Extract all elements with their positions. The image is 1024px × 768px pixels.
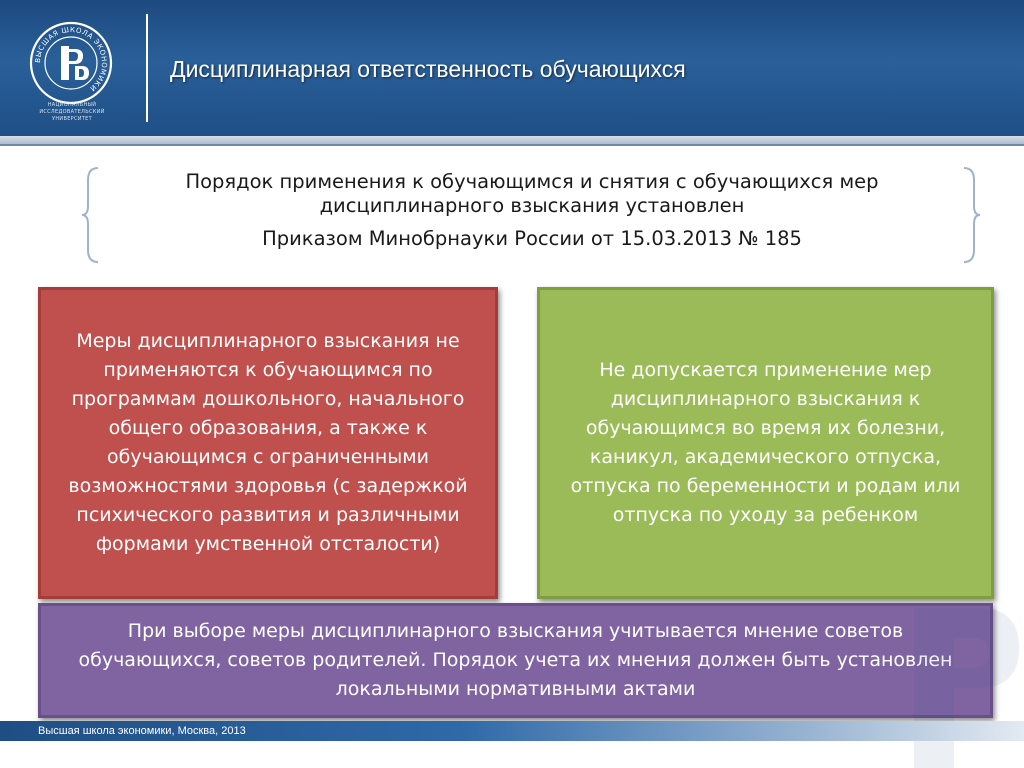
header-rule-line <box>0 144 1024 146</box>
red-info-box <box>38 287 498 599</box>
intro-line3: Приказом Минобрнауки России от 15.03.2013 № 185 <box>262 227 802 250</box>
hse-logo-icon <box>28 20 114 106</box>
intro-line1: Порядок применения к обучающимся и снятия с обучающихся мер <box>185 170 879 193</box>
header-rule <box>0 136 1024 144</box>
footer-text: Высшая школа экономики, Москва, 2013 <box>38 725 246 737</box>
logo-caption-line2: УНИВЕРСИТЕТ <box>52 116 92 122</box>
left-brace-icon <box>80 166 102 264</box>
page-title: Дисциплинарная ответственность обучающихся <box>170 56 686 82</box>
red-box-text: Меры дисциплинарного взыскания не применяются к обучающимся по программам дошкольного, начального общего образования, а также к обучающимся с ограниченными возможностями здоровья (с задержкой психического развития и различными формами умственной отсталости) <box>68 330 468 555</box>
purple-box-text: При выборе меры дисциплинарного взыскания учитывается мнение советов обучающихся, советов родителей. Порядок учета их мнения должен быть установлен локальными нормативными актами <box>78 620 953 700</box>
green-info-box <box>537 287 994 599</box>
intro-line2: дисциплинарного взыскания установлен <box>319 194 745 217</box>
header-divider <box>146 14 148 122</box>
green-box-text: Не допускается применение мер дисциплинарного взыскания к обучающимся во время их болезни, каникул, академического отпуска, отпуска по беременности и родам или отпуска по уходу за ребенком <box>570 359 961 526</box>
logo-caption-line1: НАЦИОНАЛЬНЫЙ ИССЛЕДОВАТЕЛЬСКИЙ <box>39 102 105 115</box>
logo-caption <box>20 102 124 123</box>
intro-text <box>100 170 964 251</box>
logo-ring-text: ВЫСШАЯ ШКОЛА ЭКОНОМИКИ <box>33 25 109 93</box>
purple-info-box <box>38 603 993 718</box>
watermark-logo <box>894 598 1024 768</box>
